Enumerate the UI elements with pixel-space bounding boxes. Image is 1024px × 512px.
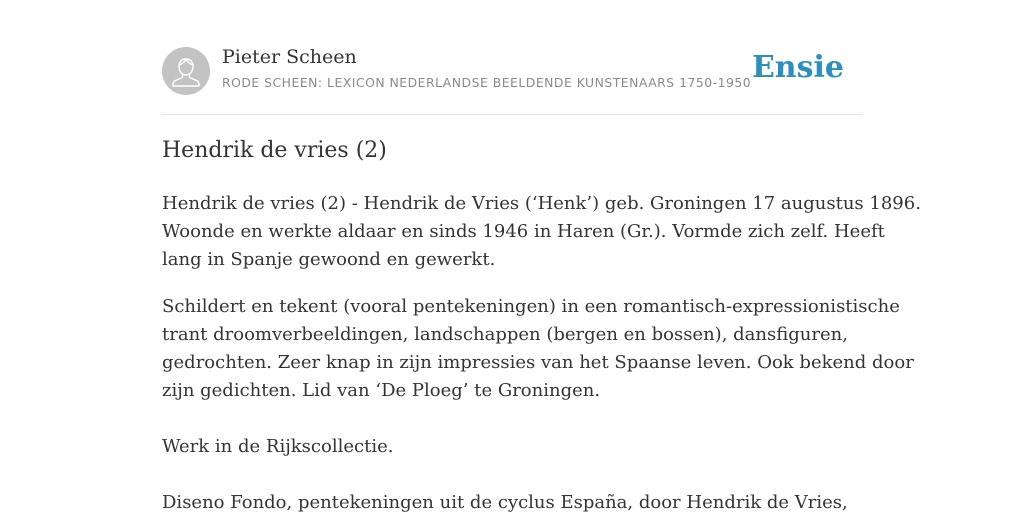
paragraph-bibliography [162, 489, 862, 512]
source-title[interactable]: RODE SCHEEN: LEXICON NEDERLANDSE BEELDENDE KUNSTENAARS 1750-1950 [222, 75, 752, 90]
text-line: Woonde en werkte aldaar en sinds 1946 in Haren (Gr.). Vormde zich zelf. Heeft [162, 221, 885, 242]
text-line: Hendrik de vries (2) - Hendrik de Vries (‘Henk’) geb. Groningen 17 augustus 1896. [162, 193, 921, 214]
text-line: lang in Spanje gewoond en gewerkt. [162, 249, 496, 270]
author-avatar[interactable] [162, 47, 210, 95]
ensie-logo[interactable]: Ensie [751, 50, 844, 85]
text-line: Werk in de Rijkscollectie. [162, 436, 394, 457]
paragraph-intro [162, 190, 921, 274]
article-body [162, 190, 921, 512]
text-line: Schildert en tekent (vooral pentekeningen) in een romantisch-expressionistische [162, 296, 900, 317]
author-name[interactable]: Pieter Scheen [222, 46, 357, 68]
paragraph-style [162, 293, 914, 405]
text-line: zijn gedichten. Lid van ‘De Ploeg’ te Groningen. [162, 380, 601, 401]
page-title: Hendrik de vries (2) [162, 138, 387, 163]
text-line: Diseno Fondo, pentekeningen uit de cyclus España, door Hendrik de Vries, [162, 492, 848, 512]
user-outline-icon [162, 47, 210, 95]
paragraph-collection [162, 433, 862, 461]
text-line: gedrochten. Zeer knap in zijn impressies van het Spaanse leven. Ook bekend door [162, 352, 914, 373]
article-header [162, 46, 862, 115]
text-line: trant droomverbeeldingen, landschappen (bergen en bossen), dansfiguren, [162, 324, 848, 345]
